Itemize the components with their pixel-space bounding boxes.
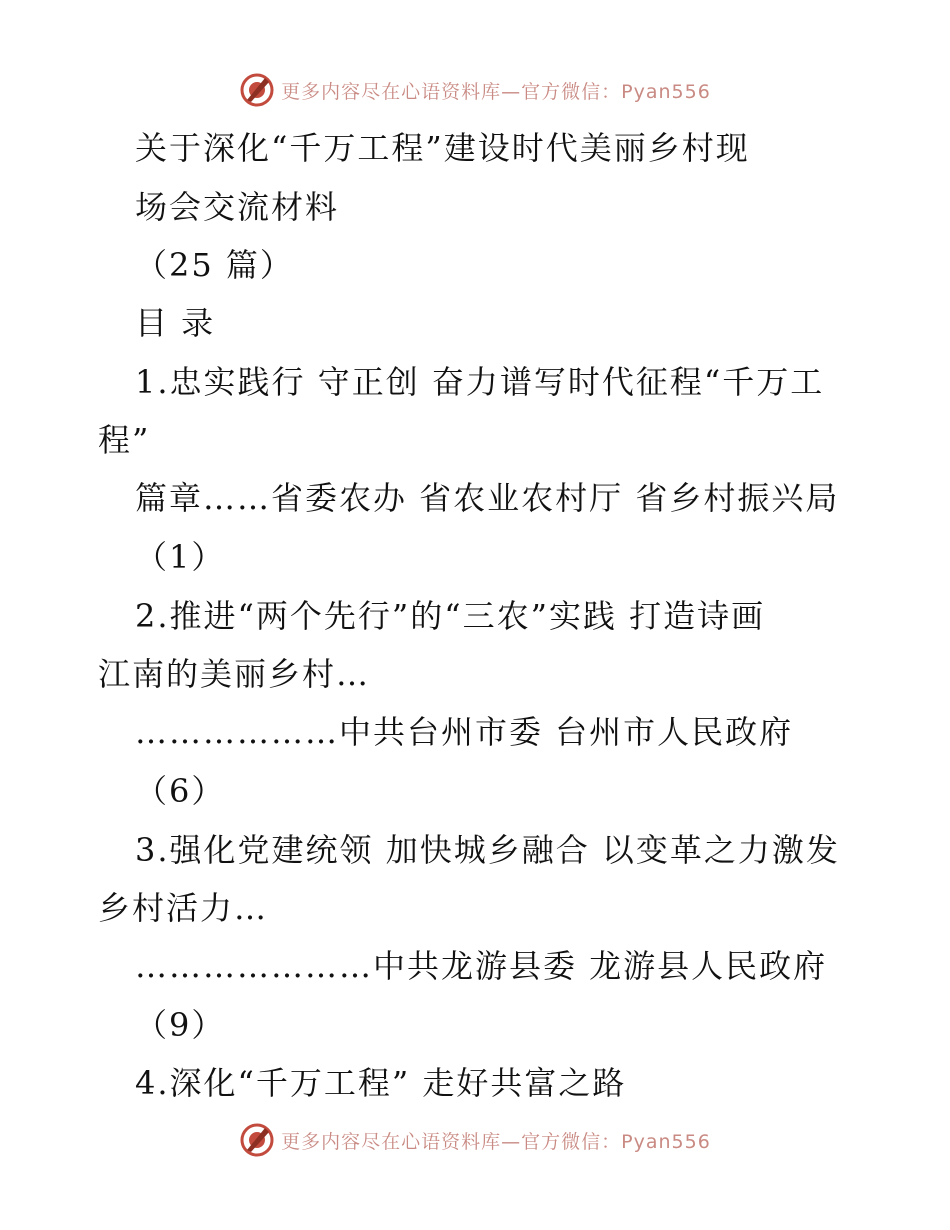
toc-heading: 目 录: [135, 304, 216, 342]
toc-entry-2-source: ………………中共台州市委 台州市人民政府: [135, 713, 794, 751]
toc-entry-3-page: （9）: [135, 1006, 226, 1044]
watermark-banner-bottom: [0, 1120, 950, 1160]
brand-logo-icon: [239, 1122, 275, 1158]
toc-entry-2-page: （6）: [135, 772, 226, 810]
toc-entry-3-source: …………………中共龙游县委 龙游县人民政府: [135, 947, 828, 985]
doc-count: （25 篇）: [135, 246, 294, 284]
toc-entry-2-line-1: 2.推进“两个先行”的“三农”实践 打造诗画: [135, 597, 766, 635]
toc-entry-2-line-2: 江南的美丽乡村…: [98, 655, 371, 693]
watermark-text: 更多内容尽在心语资料库—官方微信：Pyan556: [281, 80, 711, 103]
toc-entry-1-page: （1）: [135, 538, 226, 576]
doc-title-line-2: 场会交流材料: [135, 188, 340, 226]
toc-entry-1-line-1: 1.忠实践行 守正创 奋力谱写时代征程“千万工: [135, 363, 825, 401]
watermark-banner-top: [0, 70, 950, 110]
toc-entry-1-line-2: 程”: [98, 421, 151, 459]
toc-entry-3-line-1: 3.强化党建统领 加快城乡融合 以变革之力激发: [135, 831, 840, 869]
watermark-text: 更多内容尽在心语资料库—官方微信：Pyan556: [281, 1130, 711, 1153]
toc-entry-1-source: 篇章……省委农办 省农业农村厅 省乡村振兴局: [135, 479, 840, 517]
toc-entry-3-line-2: 乡村活力…: [98, 889, 269, 927]
doc-title-line-1: 关于深化“千万工程”建设时代美丽乡村现: [135, 129, 750, 167]
brand-logo-icon: [239, 72, 275, 108]
toc-entry-4-line-1: 4.深化“千万工程” 走好共富之路: [135, 1064, 627, 1102]
